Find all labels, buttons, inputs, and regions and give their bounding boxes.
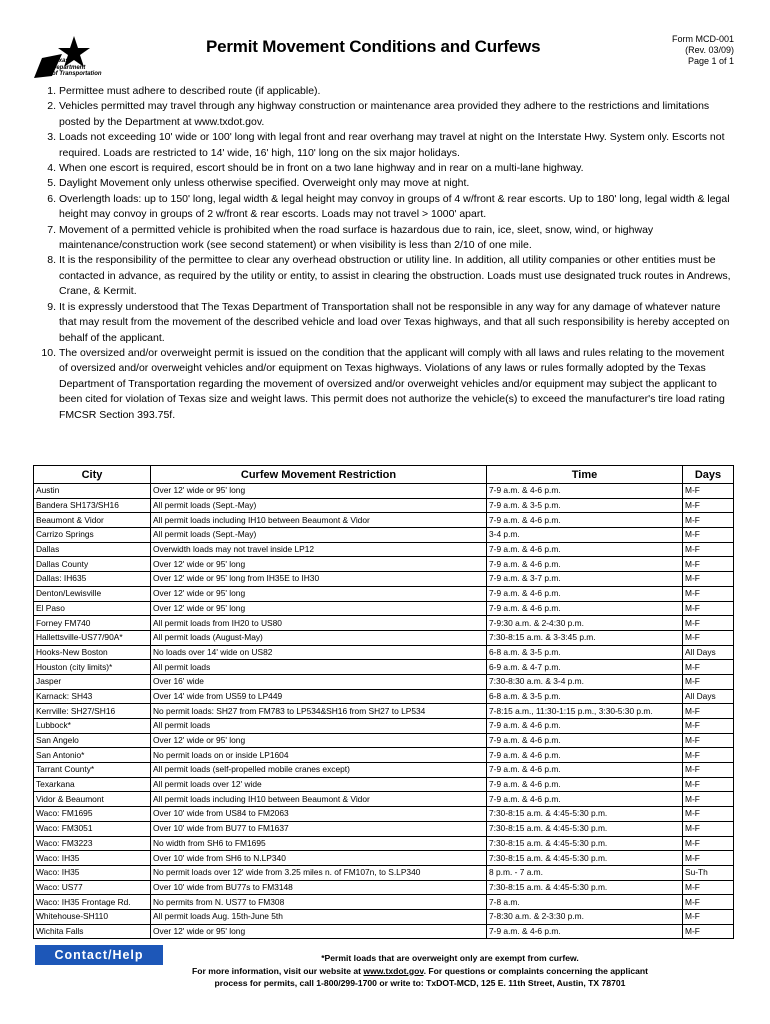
cell-days: All Days [683,689,734,704]
logo-text-line: Texas [52,58,69,64]
cell-days: M-F [683,484,734,499]
cell-restriction: No permit loads over 12' wide from 3.25 miles n. of FM107n, to S.LP340 [151,865,487,880]
cell-restriction: Over 14' wide from US59 to LP449 [151,689,487,704]
cell-time: 7:30-8:15 a.m. & 4:45-5:30 p.m. [487,836,683,851]
cell-time: 7-9 a.m. & 4-6 p.m. [487,777,683,792]
cell-city: Houston (city limits)* [34,660,151,675]
conditions-list [34,84,734,423]
cell-time: 7-9 a.m. & 4-6 p.m. [487,719,683,734]
cell-time: 7-9 a.m. & 4-6 p.m. [487,513,683,528]
condition-item [34,161,734,176]
cell-days: M-F [683,777,734,792]
cell-restriction: Over 12' wide or 95' long [151,557,487,572]
condition-number: 1. [47,85,56,97]
table-row [34,630,734,645]
table-row [34,895,734,910]
cell-restriction: No permits from N. US77 to FM308 [151,895,487,910]
condition-number: 7. [47,223,56,236]
cell-time: 8 p.m. - 7 a.m. [487,865,683,880]
footer-note: *Permit loads that are overweight only are exempt from curfew. [321,953,579,963]
cell-days: M-F [683,542,734,557]
table-header-row [34,466,734,484]
form-revision: (Rev. 03/09) [685,45,734,55]
condition-number: 4. [47,162,56,175]
page-title: Permit Movement Conditions and Curfews [206,37,541,56]
cell-days: M-F [683,733,734,748]
cell-city: Waco: FM1695 [34,807,151,822]
condition-text: When one escort is required, escort should be in front on a two lane highway and in rear on a multi-lane highway. [59,162,584,175]
table-row [34,645,734,660]
table-row [34,616,734,631]
cell-time: 7-9 a.m. & 4-6 p.m. [487,601,683,616]
cell-time: 7:30-8:15 a.m. & 3-3:45 p.m. [487,630,683,645]
cell-city: Waco: FM3223 [34,836,151,851]
condition-item [34,84,734,99]
cell-time: 7-8 a.m. [487,895,683,910]
condition-item [34,176,734,191]
table-row [34,719,734,734]
condition-text: It is the responsibility of the permittee to clear any overhead obstruction or utility line. In addition, all utility companies or other entities must be contacted in advance, as required by the utility or entity, to assist in clearing the obstruction. Loads must use designated truck routes in Andrews, Crane, & Kermit. [59,254,731,298]
table-row [34,851,734,866]
logo-text [52,58,102,78]
cell-city: Dallas County [34,557,151,572]
cell-city: Kerrville: SH27/SH16 [34,704,151,719]
cell-days: M-F [683,719,734,734]
cell-days: M-F [683,836,734,851]
cell-restriction: All permit loads from IH20 to US80 [151,616,487,631]
cell-days: All Days [683,645,734,660]
table-row [34,498,734,513]
cell-city: Dallas: IH635 [34,572,151,587]
cell-days: M-F [683,528,734,543]
cell-days: M-F [683,630,734,645]
table-row [34,601,734,616]
cell-days: M-F [683,601,734,616]
table-row [34,807,734,822]
cell-restriction: No width from SH6 to FM1695 [151,836,487,851]
table-row [34,909,734,924]
cell-time: 6-8 a.m. & 3-5 p.m. [487,689,683,704]
cell-days: M-F [683,616,734,631]
cell-days: Su-Th [683,865,734,880]
curfew-table [33,465,734,939]
cell-city: Lubbock* [34,719,151,734]
cell-city: Tarrant County* [34,763,151,778]
document-header [0,0,770,84]
footer-line-2 [120,965,720,978]
cell-city: Bandera SH173/SH16 [34,498,151,513]
cell-time: 7-9 a.m. & 4-6 p.m. [487,748,683,763]
cell-restriction: All permit loads (self-propelled mobile cranes except) [151,763,487,778]
cell-time: 3-4 p.m. [487,528,683,543]
cell-restriction: No loads over 14' wide on US82 [151,645,487,660]
condition-text: It is expressly understood that The Texas Department of Transportation shall not be responsible in any way for any damage of whatever nature that may result from the movement of the described vehicle and load over Texas highways, and that all such responsibility is hereby accepted on behalf of the applicant. [59,300,730,344]
cell-days: M-F [683,924,734,939]
cell-days: M-F [683,557,734,572]
condition-text: Loads not exceeding 10' wide or 100' long with legal front and rear overhang may travel at night on the Interstate Hwy. System only. Escorts not required. Loads are restricted to 14' wide, 16' high, 110' long on the six major holidays. [59,131,725,159]
table-row [34,660,734,675]
table-row [34,763,734,778]
table-row [34,924,734,939]
cell-time: 7-9 a.m. & 4-6 p.m. [487,792,683,807]
cell-restriction: All permit loads including IH10 between Beaumont & Vidor [151,792,487,807]
cell-time: 7-9 a.m. & 4-6 p.m. [487,484,683,499]
condition-number: 8. [47,254,56,267]
cell-city: Waco: FM3051 [34,821,151,836]
condition-text: The oversized and/or overweight permit is issued on the condition that the applicant will comply with all laws and rules relating to the movement of oversized and/or overweight vehicles and/or equipment on Texas highways. Violations of any laws or rules formally adopted by the Texas Department of Transportation regarding the movement of oversized and/or overweight vehicles and/or equipment may subject the applicant to been cited for violation of Texas size and weight laws. This permit does not authorize the vehicle(s) to exceed the manufacturer's tire load rating FMCSR Section 393.75f. [59,346,725,421]
column-header-time: Time [487,466,683,484]
cell-restriction: All permit loads (Sept.-May) [151,528,487,543]
cell-time: 7-9 a.m. & 3-7 p.m. [487,572,683,587]
cell-time: 7-9 a.m. & 4-6 p.m. [487,542,683,557]
cell-city: Wichita Falls [34,924,151,939]
page-number: Page 1 of 1 [687,56,734,66]
form-number: Form MCD-001 [671,34,734,44]
footer-line-3: process for permits, call 1-800/299-1700 or write to: TxDOT-MCD, 125 E. 11th Street, Austin, TX 78701 [214,978,626,988]
cell-restriction: No permit loads: SH27 from FM783 to LP534&SH16 from SH27 to LP534 [151,704,487,719]
cell-city: Jasper [34,674,151,689]
table-row [34,542,734,557]
condition-item [34,130,734,161]
cell-restriction: Over 10' wide from BU77s to FM3148 [151,880,487,895]
cell-days: M-F [683,586,734,601]
cell-city: Waco: IH35 [34,865,151,880]
table-row [34,484,734,499]
cell-restriction: All permit loads including IH10 between Beaumont & Vidor [151,513,487,528]
table-row [34,689,734,704]
cell-time: 7-8:15 a.m., 11:30-1:15 p.m., 3:30-5:30 p.m. [487,704,683,719]
cell-time: 7-9 a.m. & 3-5 p.m. [487,498,683,513]
cell-time: 7-9 a.m. & 4-6 p.m. [487,733,683,748]
table-row [34,528,734,543]
cell-days: M-F [683,792,734,807]
cell-time: 7-9 a.m. & 4-6 p.m. [487,924,683,939]
cell-city: Waco: US77 [34,880,151,895]
form-info [672,34,734,67]
cell-restriction: All permit loads [151,660,487,675]
condition-text: Overlength loads: up to 150' long, legal width & legal height may convoy in groups of 4 w/front & rear escorts. Up to 180' long, legal width & legal height may convoy in groups of 2 w/front & rear escorts. Loads may not travel > 1000' apart. [59,192,730,221]
cell-city: Forney FM740 [34,616,151,631]
cell-time: 6-8 a.m. & 3-5 p.m. [487,645,683,660]
cell-time: 7:30-8:15 a.m. & 4:45-5:30 p.m. [487,821,683,836]
cell-restriction: Over 12' wide or 95' long [151,733,487,748]
condition-text: Movement of a permitted vehicle is prohibited when the road surface is hazardous due to rain, ice, sleet, snow, wind, or highway maintenance/construction work (see second statement) or when visibility is less than 2/10 of one mile. [59,223,654,252]
cell-restriction: All permit loads over 12' wide [151,777,487,792]
cell-city: Denton/Lewisville [34,586,151,601]
cell-city: Karnack: SH43 [34,689,151,704]
cell-city: San Antonio* [34,748,151,763]
cell-time: 7-9 a.m. & 4-6 p.m. [487,763,683,778]
cell-restriction: Over 12' wide or 95' long [151,484,487,499]
cell-city: Beaumont & Vidor [34,513,151,528]
table-row [34,513,734,528]
cell-restriction: Over 12' wide or 95' long [151,924,487,939]
cell-city: Waco: IH35 Frontage Rd. [34,895,151,910]
cell-city: Dallas [34,542,151,557]
cell-days: M-F [683,513,734,528]
cell-city: Hallettsville-US77/90A* [34,630,151,645]
cell-days: M-F [683,763,734,778]
cell-days: M-F [683,660,734,675]
cell-time: 7:30-8:30 a.m. & 3-4 p.m. [487,674,683,689]
table-row [34,880,734,895]
condition-number: 3. [47,131,56,144]
condition-number: 10. [41,346,56,359]
condition-item [34,346,734,423]
table-row [34,865,734,880]
cell-days: M-F [683,821,734,836]
cell-time: 7:30-8:15 a.m. & 4:45-5:30 p.m. [487,807,683,822]
condition-item [34,223,734,254]
logo-text-line: of Transportation [52,71,102,77]
logo-text-line: Department [52,64,86,71]
cell-restriction: Overwidth loads may not travel inside LP12 [151,542,487,557]
cell-city: Whitehouse-SH110 [34,909,151,924]
column-header-restriction: Curfew Movement Restriction [151,466,487,484]
cell-time: 7-9 a.m. & 4-6 p.m. [487,586,683,601]
footer-text: For more information, visit our website at [192,965,364,976]
table-row [34,557,734,572]
cell-days: M-F [683,498,734,513]
contact-help-button[interactable]: Contact/Help [35,945,163,965]
condition-number: 6. [47,192,56,205]
cell-restriction: Over 12' wide or 95' long from IH35E to IH30 [151,572,487,587]
condition-text: Permittee must adhere to described route (if applicable). [59,85,321,97]
condition-item [34,300,734,346]
table-row [34,792,734,807]
condition-number: 2. [47,100,56,113]
cell-city: Austin [34,484,151,499]
cell-restriction: All permit loads (August-May) [151,630,487,645]
cell-restriction: Over 10' wide from BU77 to FM1637 [151,821,487,836]
column-header-days: Days [683,466,734,484]
table-row [34,836,734,851]
table-row [34,748,734,763]
cell-restriction: All permit loads Aug. 15th-June 5th [151,909,487,924]
footer-text: . For questions or complaints concerning the applicant [423,965,648,976]
cell-restriction: Over 10' wide from US84 to FM2063 [151,807,487,822]
cell-days: M-F [683,704,734,719]
table-row [34,586,734,601]
cell-city: Vidor & Beaumont [34,792,151,807]
cell-time: 7:30-8:15 a.m. & 4:45-5:30 p.m. [487,851,683,866]
table-row [34,821,734,836]
website-link[interactable]: www.txdot.gov [363,965,424,976]
table-row [34,572,734,587]
cell-days: M-F [683,880,734,895]
table-row [34,777,734,792]
condition-item [34,253,734,299]
cell-days: M-F [683,572,734,587]
cell-restriction: Over 16' wide [151,674,487,689]
column-header-city: City [34,466,151,484]
cell-city: Hooks-New Boston [34,645,151,660]
cell-days: M-F [683,807,734,822]
cell-restriction: No permit loads on or inside LP1604 [151,748,487,763]
cell-city: Carrizo Springs [34,528,151,543]
table-row [34,674,734,689]
condition-item [34,192,734,223]
cell-restriction: Over 12' wide or 95' long [151,586,487,601]
cell-restriction: All permit loads [151,719,487,734]
cell-time: 7:30-8:15 a.m. & 4:45-5:30 p.m. [487,880,683,895]
cell-time: 7-9 a.m. & 4-6 p.m. [487,557,683,572]
cell-city: El Paso [34,601,151,616]
cell-days: M-F [683,674,734,689]
cell-time: 7-8:30 a.m. & 2-3:30 p.m. [487,909,683,924]
condition-text: Vehicles permitted may travel through any highway construction or maintenance area provided they adhere to the restrictions and limitations posted by the Department at www.txdot.gov. [59,100,710,128]
cell-restriction: All permit loads (Sept.-May) [151,498,487,513]
condition-text: Daylight Movement only unless otherwise specified. Overweight only may move at night. [59,177,470,190]
cell-time: 6-9 a.m. & 4-7 p.m. [487,660,683,675]
condition-number: 5. [47,177,56,190]
cell-restriction: Over 12' wide or 95' long [151,601,487,616]
table-row [34,733,734,748]
cell-city: Waco: IH35 [34,851,151,866]
condition-item [34,99,734,130]
cell-city: San Angelo [34,733,151,748]
cell-days: M-F [683,909,734,924]
cell-days: M-F [683,895,734,910]
cell-time: 7-9:30 a.m. & 2-4:30 p.m. [487,616,683,631]
footer [120,952,720,990]
cell-city: Texarkana [34,777,151,792]
cell-days: M-F [683,851,734,866]
table-row [34,704,734,719]
condition-number: 9. [47,300,56,313]
cell-restriction: Over 10' wide from SH6 to N.LP340 [151,851,487,866]
cell-days: M-F [683,748,734,763]
